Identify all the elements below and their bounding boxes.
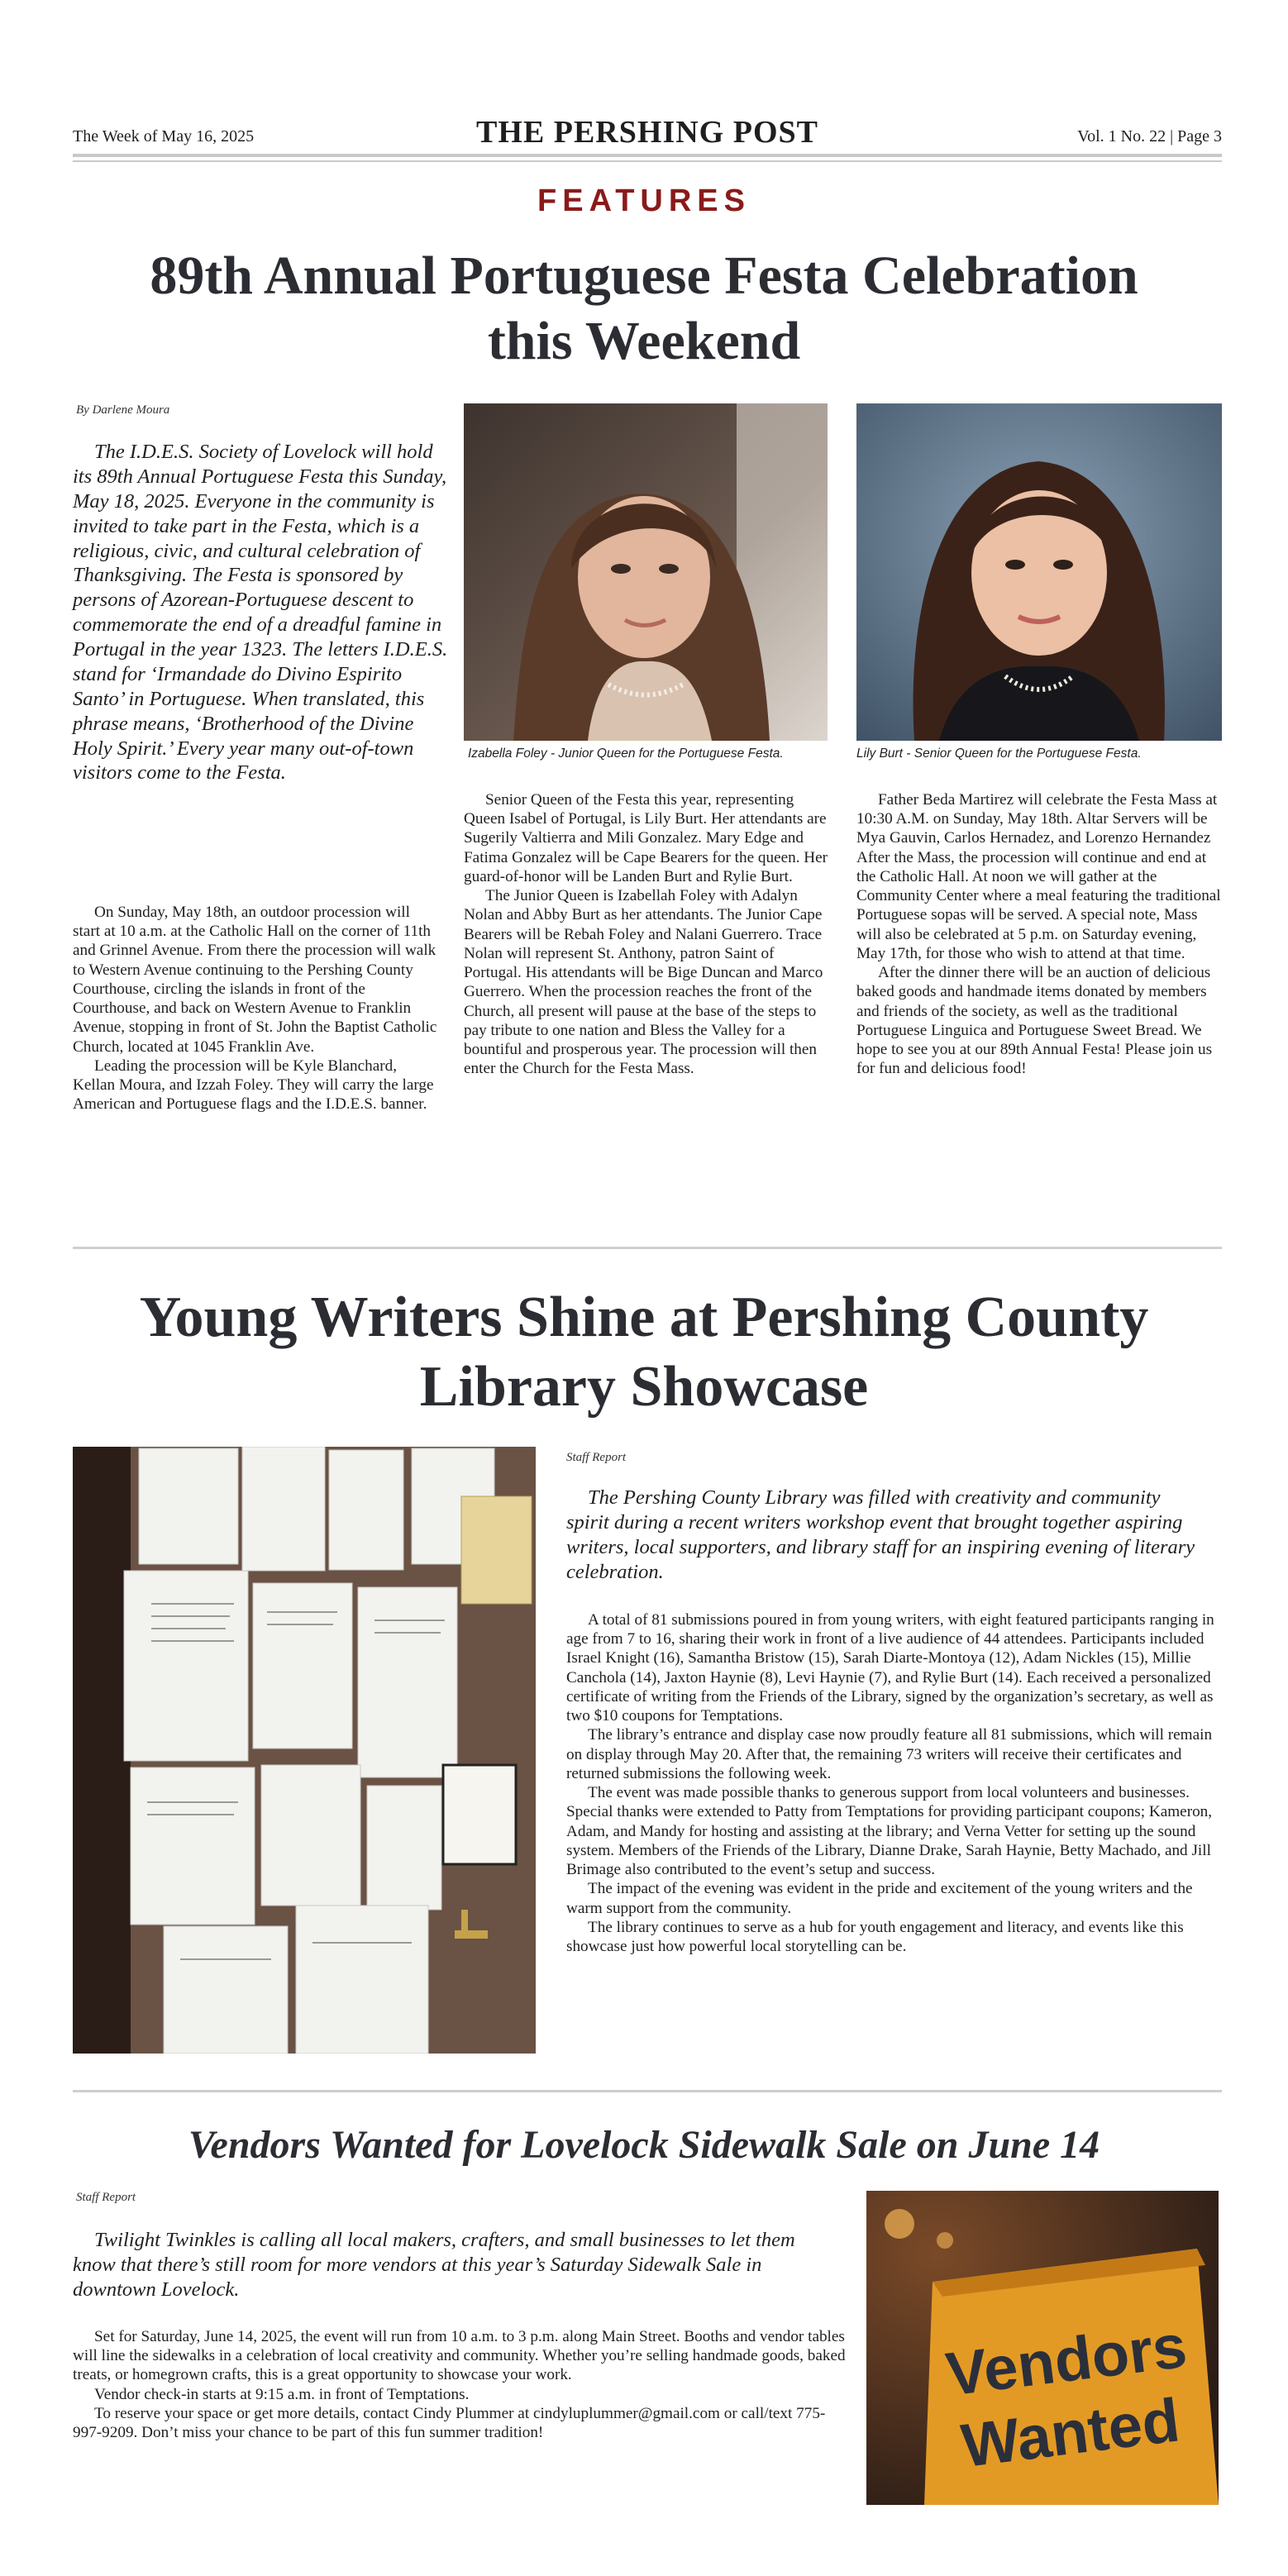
vendors-sign-line-2: Wanted xyxy=(957,2385,1184,2480)
festa-byline: By Darlene Moura xyxy=(76,403,170,417)
writers-byline: Staff Report xyxy=(566,1451,627,1464)
vendors-paragraph-2: Vendor check-in starts at 9:15 a.m. in front of Temptations. xyxy=(94,2385,470,2403)
festa-headline: 89th Annual Portuguese Festa Celebration this Weekend xyxy=(150,246,1138,372)
section-divider xyxy=(73,2090,1222,2092)
junior-queen-photo xyxy=(464,403,828,741)
vendors-lede xyxy=(73,2228,842,2302)
writers-lede-text: The Pershing County Library was filled with creativity and community spirit during a recent writers workshop event that brought together aspiring writers, local supporters, and library staff for an inspiring evening of literary celebration. xyxy=(566,1486,1195,1583)
masthead-rule xyxy=(73,154,1222,157)
festa-lede-text: The I.D.E.S. Society of Lovelock will hold its 89th Annual Portuguese Festa this Sunday, May 18, 2025. Everyone in the community is invited to take part in the Festa, which is a religious, civic, and cultural celebration of Thanksgiving. The Festa is sponsored by persons of Azorean-Portuguese descent to commemorate the end of a dreadful famine in Portugal in the year 1323. The letters I.D.E.S. stand for ‘Irmandade do Divino Espirito Santo’ in Portuguese. When translated, this phrase means, ‘Brotherhood of the Divine Holy Spirit.’ Every year many out-of-town visitors come to the Festa. xyxy=(73,441,448,785)
writers-display-photo xyxy=(73,1447,536,2054)
writers-headline: Young Writers Shine at Pershing County Library Showcase xyxy=(139,1286,1149,1419)
vendors-lede-text: Twilight Twinkles is calling all local makers, crafters, and small businesses to let them know that there’s still room for more vendors at this year’s Saturday Sidewalk Sale in downtown Lovelock. xyxy=(73,2229,795,2301)
junior-queen-caption: Izabella Foley - Junior Queen for the Portuguese Festa. xyxy=(468,747,784,761)
section-divider xyxy=(73,1247,1222,1249)
festa-column-3 xyxy=(856,790,1224,1079)
festa-column-2 xyxy=(464,790,831,1079)
vendors-body xyxy=(73,2327,850,2442)
festa-column-1 xyxy=(73,903,441,1114)
writers-body xyxy=(566,1610,1215,1956)
festa-lede xyxy=(73,440,449,785)
festa-col3-paragraph-2: After the dinner there will be an auction of delicious baked goods and handmade items donated by members and friends of the society, as well as the traditional Portuguese Linguica and Portuguese Sweet Bread. We hope to see you at our 89th Annual Festa! Please join us for fun and delicious food! xyxy=(856,964,1213,1078)
issue-number: Vol. 1 No. 22 | Page 3 xyxy=(1077,127,1222,145)
vendors-headline: Vendors Wanted for Lovelock Sidewalk Sale on June 14 xyxy=(188,2123,1100,2167)
writers-paragraph-4: The impact of the evening was evident in the pride and excitement of the young writers and the warm support from the community. xyxy=(566,1880,1193,1917)
writers-paragraph-3: The event was made possible thanks to generous support from local volunteers and businesses. Special thanks were extended to Patty from Temptations for providing participant coupons; Kameron, Adam, and Mandy for hosting and assisting at the library; and Verna Vetter for setting up the sound system. Members of the Friends of the Library, Dianne Drake, Sarah Haynie, Betty Machado, and Jill Brimage also contributed to the event’s setup and success. xyxy=(566,1784,1213,1879)
festa-col2-paragraph-2: The Junior Queen is Izabellah Foley with Adalyn Nolan and Abby Burt as her attendants. The Junior Cape Bearers will be Rebah Foley and Nalani Guerrero. Trace Nolan will represent St. Anthony, patron Saint of Portugal. His attendants will be Bige Duncan and Marco Guerrero. When the procession reaches the front of the Church, all present will pause at the base of the steps to pay tribute to one nation and Bless the Valley for a bountiful and prosperous year. The procession will then enter the Church for the Festa Mass. xyxy=(464,887,823,1078)
masthead-rule-thin xyxy=(73,160,1222,162)
writers-paragraph-2: The library’s entrance and display case now proudly feature all 81 submissions, which will remain on display through May 20. After that, the remaining 73 writers will receive their certificates and returned submissions the following week. xyxy=(566,1726,1213,1782)
festa-col1-paragraph-2: Leading the procession will be Kyle Blanchard, Kellan Moura, and Izzah Foley. They will carry the large American and Portuguese flags and the I.D.E.S. banner. xyxy=(73,1057,434,1114)
vendors-byline: Staff Report xyxy=(76,2191,136,2204)
writers-lede xyxy=(566,1486,1203,1585)
vendors-sign-photo xyxy=(866,2191,1219,2505)
senior-queen-caption: Lily Burt - Senior Queen for the Portuguese Festa. xyxy=(856,747,1142,761)
vendors-paragraph-1: Set for Saturday, June 14, 2025, the event will run from 10 a.m. to 3 p.m. along Main Street. Booths and vendor tables will line the sidewalks in a celebration of local creativity and community. Whether you’re selling handmade goods, baked treats, or homegrown crafts, this is a great opportunity to showcase your work. xyxy=(73,2328,846,2384)
paper-title: THE PERSHING POST xyxy=(476,115,818,150)
section-label: FEATURES xyxy=(537,184,751,218)
festa-col3-paragraph-1: Father Beda Martirez will celebrate the Festa Mass at 10:30 A.M. on Sunday, May 18th. Altar Servers will be Mya Gauvin, Carlos Hernadez, and Lorenzo Hernandez After the Mass, the procession will continue and end at the Catholic Hall. At noon we will gather at the Community Center where a meal featuring the traditional Portuguese sopas will be served. A special note, Mass will also be celebrated at 5 p.m. on Saturday evening, May 17th, for those who wish to attend at that time. xyxy=(856,791,1221,962)
writers-paragraph-5: The library continues to serve as a hub for youth engagement and literacy, and events like this showcase just how powerful local storytelling can be. xyxy=(566,1918,1184,1955)
festa-col1-paragraph-1: On Sunday, May 18th, an outdoor procession will start at 10 a.m. at the Catholic Hall on the corner of 11th and Grinnel Avenue. From there the procession will walk to Western Avenue continuing to the Pershing County Courthouse, circling the islands in front of the Courthouse, and back on Western Avenue to Franklin Avenue, stopping in front of St. John the Baptist Catholic Church, located at 1045 Franklin Ave. xyxy=(73,904,437,1056)
senior-queen-photo xyxy=(856,403,1222,741)
vendors-paragraph-3: To reserve your space or get more details, contact Cindy Plummer at cindyluplummer@gmail.com or call/text 775-997-9209. Don’t miss your chance to be part of this fun summer tradition! xyxy=(73,2404,826,2442)
issue-date: The Week of May 16, 2025 xyxy=(73,127,255,145)
writers-paragraph-1: A total of 81 submissions poured in from young writers, with eight featured participants ranging in age from 7 to 16, sharing their work in front of a live audience of 44 attendees. Participants included Israel Knight (16), Samantha Bristow (15), Sarah Diarte-Montoya (12), Adam Nickles (15), Millie Canchola (14), Jaxton Haynie (8), Levi Haynie (7), and Rylie Burt (14). Each received a personalized certificate of writing from the Friends of the Library, signed by the organization’s secretary, as well as two $10 coupons for Temptations. xyxy=(566,1611,1214,1725)
vendors-sign-line-1: Vendors xyxy=(942,2311,1190,2409)
festa-col2-paragraph-1: Senior Queen of the Festa this year, representing Queen Isabel of Portugal, is Lily Burt. Her attendants are Sugerily Valtierra and Mili Gonzalez. Mary Edge and Fatima Gonzalez will be Cape Bearers for the queen. Her guard-of-honor will be Landen Burt and Rylie Burt. xyxy=(464,791,828,885)
